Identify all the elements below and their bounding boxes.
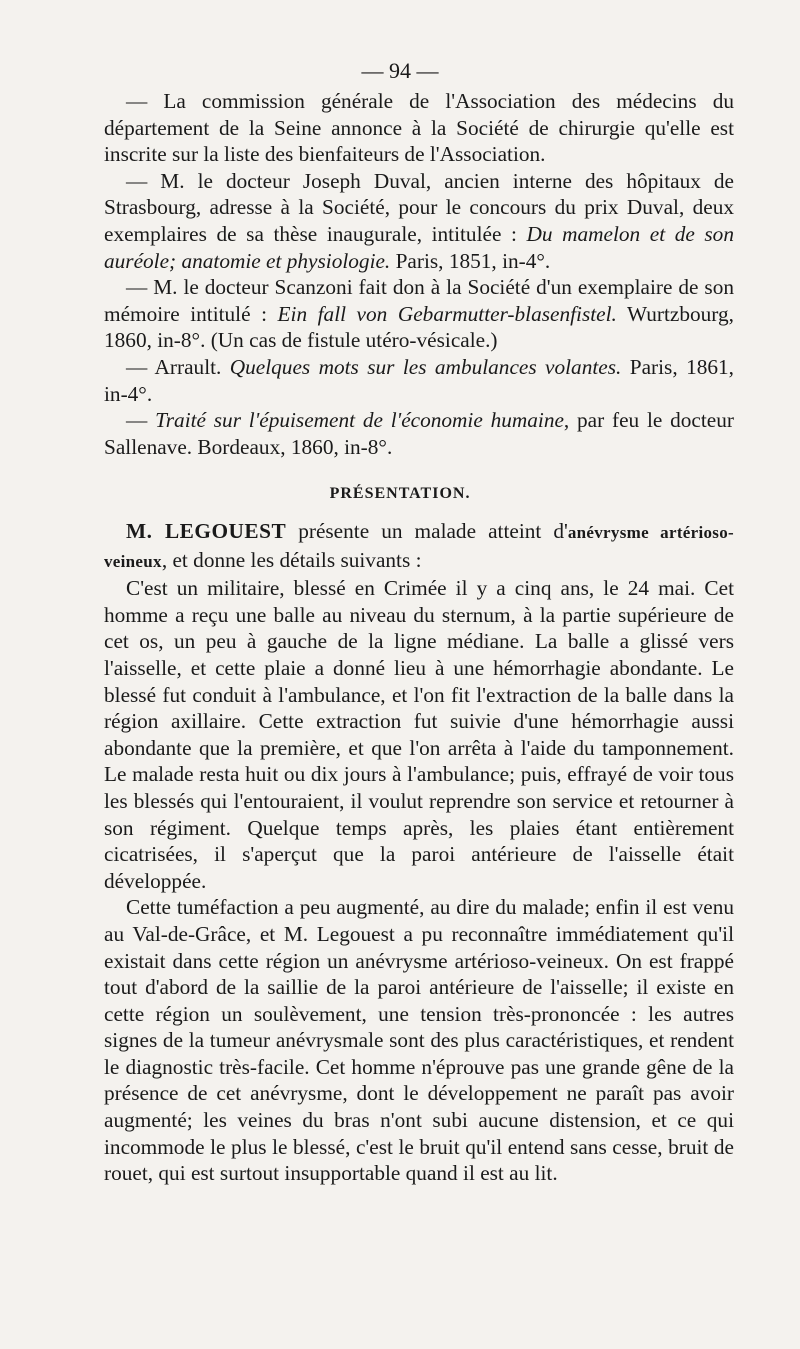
traite-publication: , par feu le docteur Sallenave. Bordeaux, 1860, in-8°.	[104, 408, 734, 459]
duval-thesis-title: Du mamelon et de son auréole; anatomie et physiologie.	[104, 221, 734, 273]
scanzoni-intro: — M. le docteur Scanzoni fait don à la Société d'un exemplaire de son mémoire intitulé :	[104, 275, 734, 326]
scanzoni-publication: Wurtzbourg, 1860, in-8°. (Un cas de fistule utéro-vésicale.)	[104, 301, 734, 353]
intro-text-b: , et donne les détails suivants :	[161, 547, 422, 572]
diagnosis-term: anévrysme artérioso-veineux	[104, 523, 734, 571]
duval-intro: — M. le docteur Joseph Duval, ancien interne des hôpitaux de Strasbourg, adresse à la Société, pour le concours du prix Duval, deux exemplaires de sa thèse inaugurale, intitulée :	[104, 168, 734, 246]
paragraph-presentation-intro	[104, 518, 734, 575]
duval-publication: Paris, 1851, in-4°.	[390, 248, 551, 273]
paragraph-arrault	[104, 354, 734, 407]
section-heading-presentation: PRÉSENTATION.	[329, 485, 471, 502]
announcements-block	[104, 88, 734, 460]
paragraph-diagnosis: Cette tuméfaction a peu augmenté, au dire du malade; enfin il est venu au Val-de-Grâce, et M. Legouest a pu reconnaître immédiatement qu'il existait dans cette région un anévrysme artérioso-veineux. On est frappé tout d'abord de la saillie de la paroi antérieure de l'aisselle; il existe en cette région un soulèvement, une tension très-prononcée : les autres signes de la tumeur anévrysmale sont des plus caractéristiques, et rendent le diagnostic très-facile. Cet homme n'éprouve pas une grande gêne de la présence de cet anévrysme, dont le développement ne paraît pas avoir augmenté; les veines du bras n'ont subi aucune distension, et ce qui incommode le plus le blessé, c'est le bruit qu'il entend sans cesse, bruit de rouet, qui est surtout insupportable quand il est au lit.	[104, 895, 734, 1186]
scanzoni-memoir-title: Ein fall von Gebarmutter-blasenfistel.	[277, 301, 617, 326]
paragraph-case-history: C'est un militaire, blessé en Crimée il y a cinq ans, le 24 mai. Cet homme a reçu une balle au niveau du sternum, à la partie supérieure de cet os, un peu à gauche de la ligne médiane. La balle a glissé vers l'aisselle, et cette plaie a donné lieu à une hémorrhagie abondante. Le blessé fut conduit à l'ambulance, et l'on fit l'extraction de la balle dans la région axillaire. Cette extraction fut suivie d'une hémorrhagie aussi abondante que la première, et que l'on arrêta à l'aide du tamponnement. Le malade resta huit ou dix jours à l'ambulance; puis, effrayé de voir tous les blessés qui l'entouraient, il voulut reprendre son service et retourner à son régiment. Quelque temps après, les plaies étant entièrement cicatrisées, il s'aperçut que la paroi antérieure de l'aisselle était développée.	[104, 576, 734, 893]
commission-text: — La commission générale de l'Association des médecins du département de la Seine annonce à la Société de chirurgie qu'elle est inscrite sur la liste des bienfaiteurs de l'Association.	[104, 89, 734, 167]
paragraph-traite	[104, 407, 734, 460]
traite-title: Traité sur l'épuisement de l'économie humaine	[155, 408, 564, 433]
intro-text-a: présente un malade atteint d'	[286, 519, 568, 543]
paragraph-scanzoni	[104, 274, 734, 354]
page-number: — 94 —	[361, 58, 439, 83]
arrault-title: Quelques mots sur les ambulances volantes.	[229, 354, 622, 379]
paragraph-commission	[104, 88, 734, 168]
presentation-block	[104, 518, 734, 1187]
arrault-publication: Paris, 1861, in-4°.	[104, 354, 734, 406]
presenter-name: M. LEGOUEST	[126, 519, 287, 543]
paragraph-duval	[104, 168, 734, 274]
arrault-author: — Arrault.	[126, 354, 230, 379]
traite-dash: —	[126, 408, 156, 433]
